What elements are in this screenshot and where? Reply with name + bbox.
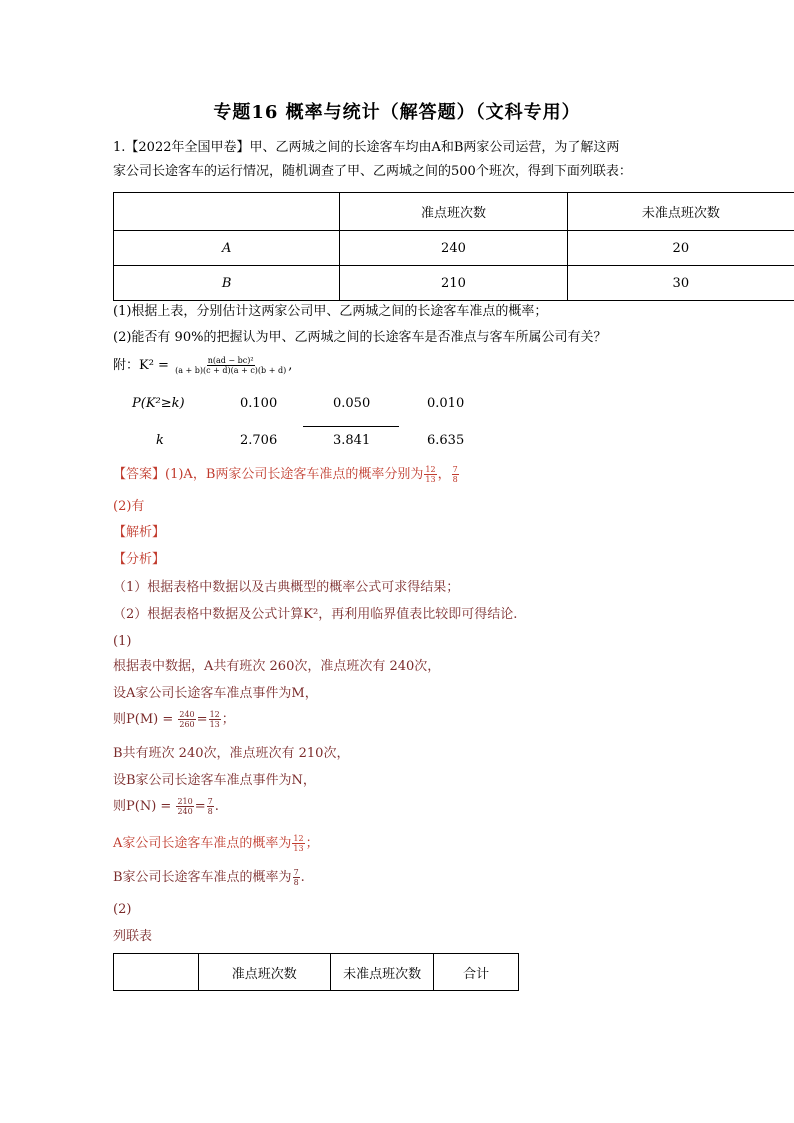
table-header-cell: 准点班次数 [340,193,567,231]
crit-value: 0.050 [333,396,371,411]
formula-denominator: (a + b)(c + d)(a + c)(b + d) [175,366,287,375]
question-line-2: 家公司长途客车的运行情况，随机调查了甲、乙两城之间的500个班次，得到下面列联表： [113,164,632,179]
crit-value: 0.010 [427,396,465,411]
crit-value: 3.841 [333,433,371,448]
contingency-table-2 [113,953,519,991]
crit-row2-label: k [156,433,164,448]
table-header-row [114,954,519,991]
solution-line: B共有班次 240次，准点班次有 210次， [113,746,350,761]
solution-conclusion: A家公司长途客车准点的概率为 $\frac{12}{13}$ ； [113,834,319,853]
table-cell: 240 [340,231,567,266]
table-header-cell: 合计 [434,954,519,991]
table-header-row [114,193,794,231]
table-header-cell: 未准点班次数 [567,193,794,231]
solution-part-2-label: (2) [113,902,132,917]
crit-divider [303,426,399,427]
solution-equation: 则P(M) = $\frac{240}{260}$ = $\frac{12}{13}$ ； [113,710,235,729]
contingency-table [113,192,794,301]
crit-value: 6.635 [427,433,465,448]
solution-line: 设B家公司长途客车准点事件为N， [113,773,316,788]
analysis-step-2: （2）根据表格中数据及公式计算K²，再利用临界值表比较即可得结论. [113,607,518,622]
table-row [114,266,794,301]
answer-line-1: 【答案】(1)A，B两家公司长途客车准点的概率分别为 $\frac{12}{13}$ ， $\frac{7}{8}$ [113,465,458,484]
table-cell: B [114,266,340,301]
table-header-cell [114,193,340,231]
formula-numerator: n(ad − bc)² [207,356,254,365]
analysis-step-1: （1）根据表格中数据以及古典概型的概率公式可求得结果； [113,580,460,595]
table-header-cell [114,954,199,991]
analysis-label: 【解析】 [113,525,166,540]
page-title: 专题16 概率与统计（解答题）（文科专用） [213,102,581,123]
table-row [114,231,794,266]
solution-conclusion: B家公司长途客车准点的概率为 $\frac{7}{8}$ . [113,868,305,887]
crit-value: 2.706 [240,433,278,448]
formula: 附：K² = $\frac{\text{n(ad − bc)²}}{(a + b)(c + d)(a + c)(b + d)}$ , [113,356,293,375]
solution-part-1-label: (1) [113,634,132,649]
solution-line: 根据表中数据，A共有班次 260次，准点班次有 240次， [113,659,441,674]
solution-equation: 则P(N) = $\frac{210}{240}$ = $\frac{7}{8}$ . [113,797,219,816]
table-cell: A [114,231,340,266]
table-header-cell: 准点班次数 [198,954,330,991]
question-line-1: 1.【2022年全国甲卷】甲、乙两城之间的长途客车均由A和B两家公司运营，为了解这两 [113,140,620,155]
analysis-sub-label: 【分析】 [113,552,166,567]
crit-value: 0.100 [240,396,278,411]
table-cell: 210 [340,266,567,301]
table-header-cell: 未准点班次数 [330,954,434,991]
table-title: 列联表 [113,929,153,944]
question-part-1: (1)根据上表，分别估计这两家公司甲、乙两城之间的长途客车准点的概率； [113,304,548,319]
answer-part-2: (2)有 [113,499,145,514]
crit-row1-label: P(K²≥k) [132,396,185,411]
question-part-2: (2)能否有 90%的把握认为甲、乙两城之间的长途客车是否准点与客车所属公司有关？ [113,330,607,345]
table-cell: 30 [567,266,794,301]
table-cell: 20 [567,231,794,266]
solution-line: 设A家公司长途客车准点事件为M， [113,686,318,701]
